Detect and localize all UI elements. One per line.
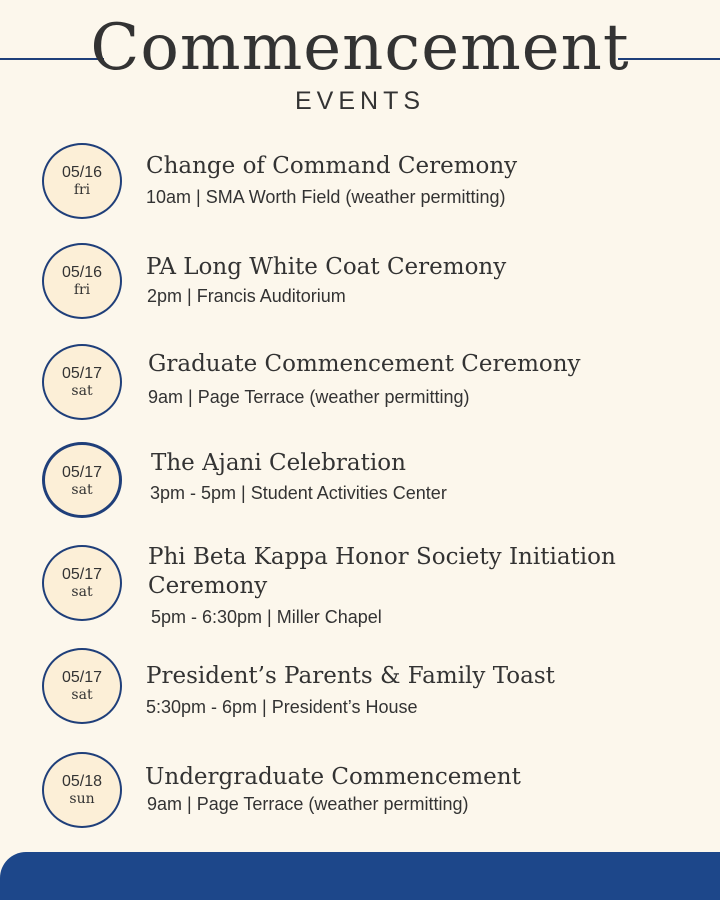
date-label: 05/17 xyxy=(61,669,103,686)
date-label: 05/16 xyxy=(61,264,103,281)
date-label: 05/17 xyxy=(61,365,103,382)
event-title: Phi Beta Kappa Honor Society Initiation Ceremony xyxy=(148,544,616,599)
date-badge xyxy=(42,648,122,724)
event-title: Change of Command Ceremony xyxy=(146,153,518,179)
event-title: Undergraduate Commencement xyxy=(145,764,521,790)
header xyxy=(0,0,720,130)
day-label: sat xyxy=(71,383,93,399)
event-title: The Ajani Celebration xyxy=(151,450,406,476)
date-label: 05/17 xyxy=(61,464,103,481)
date-badge xyxy=(42,545,122,621)
date-badge xyxy=(42,243,122,319)
event-detail: 10am | SMA Worth Field (weather permitting) xyxy=(146,187,506,207)
date-badge xyxy=(42,752,122,828)
footer-bar xyxy=(0,852,720,900)
event-detail: 9am | Page Terrace (weather permitting) xyxy=(147,794,469,814)
date-badge xyxy=(42,344,122,420)
date-label: 05/16 xyxy=(61,164,103,181)
event-detail: 9am | Page Terrace (weather permitting) xyxy=(148,387,470,407)
event-title: PA Long White Coat Ceremony xyxy=(146,254,507,280)
day-label: fri xyxy=(73,182,91,198)
day-label: fri xyxy=(73,282,91,298)
day-label: sat xyxy=(71,687,93,703)
day-label: sun xyxy=(69,791,95,807)
date-badge xyxy=(42,143,122,219)
page-subtitle: EVENTS xyxy=(294,87,426,115)
date-badge xyxy=(42,442,122,518)
day-label: sat xyxy=(71,584,93,600)
event-detail: 5pm - 6:30pm | Miller Chapel xyxy=(151,607,382,627)
day-label: sat xyxy=(71,482,93,498)
date-label: 05/17 xyxy=(61,566,103,583)
event-title: Graduate Commencement Ceremony xyxy=(148,351,581,377)
event-detail: 5:30pm - 6pm | President’s House xyxy=(146,697,418,717)
event-detail: 2pm | Francis Auditorium xyxy=(147,286,346,306)
event-detail: 3pm - 5pm | Student Activities Center xyxy=(150,483,447,503)
date-label: 05/18 xyxy=(61,773,103,790)
event-title: President’s Parents & Family Toast xyxy=(146,663,555,689)
page-title: Commencement xyxy=(90,11,630,85)
